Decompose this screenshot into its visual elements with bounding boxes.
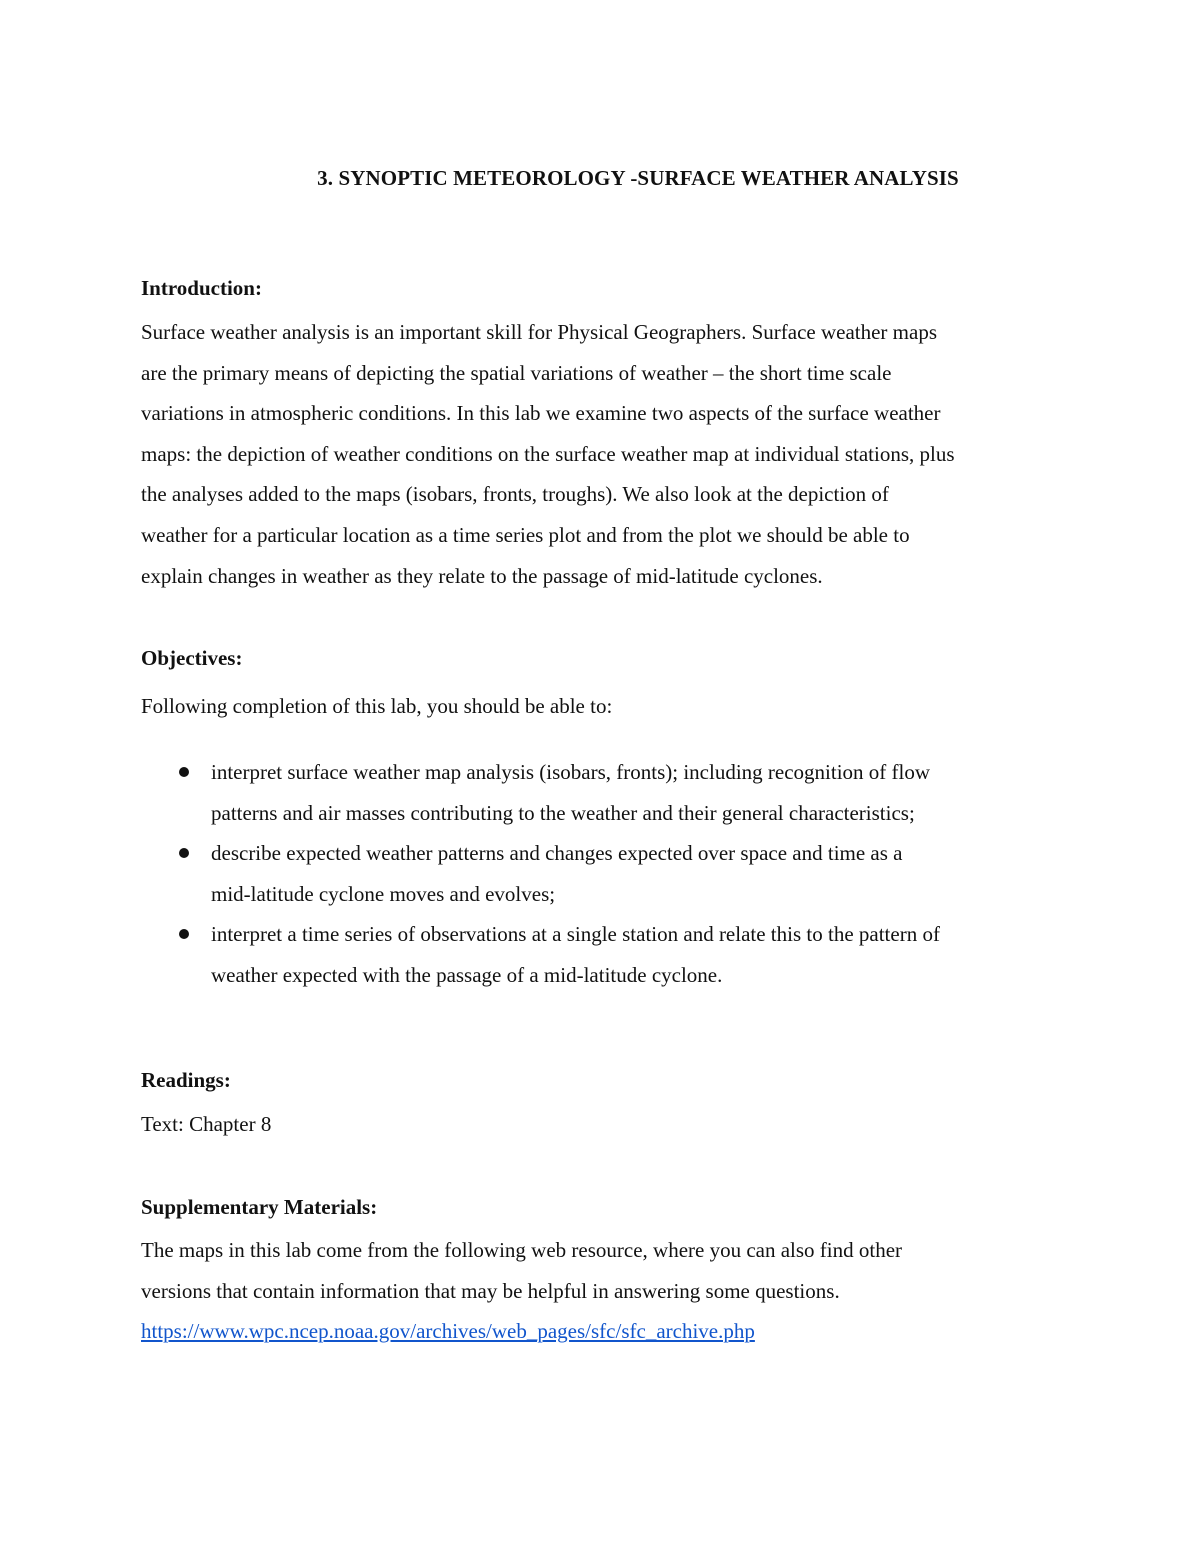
supplementary-paragraph [141,1230,1071,1311]
list-item-line: describe expected weather patterns and changes expected over space and time as a [211,841,903,866]
bullet-icon [179,929,189,939]
paragraph-line: the analyses added to the maps (isobars, fronts, troughs). We also look at the depiction of [141,482,889,507]
objectives-heading: Objectives: [141,646,243,670]
introduction-heading: Introduction: [141,276,262,300]
bullet-icon [179,848,189,858]
paragraph-line: The maps in this lab come from the following web resource, where you can also find other [141,1238,903,1262]
objectives-intro [141,686,1071,727]
list-item-line: weather expected with the passage of a mid-latitude cyclone. [211,962,723,987]
paragraph-line: Following completion of this lab, you should be able to: [141,694,613,718]
paragraph-line: are the primary means of depicting the spatial variations of weather – the short time scale [141,360,892,385]
paragraph-line: Text: Chapter 8 [141,1112,272,1136]
paragraph-line: explain changes in weather as they relate to the passage of mid-latitude cyclones. [141,563,823,588]
paragraph-line: versions that contain information that may be helpful in answering some questions. [141,1278,840,1303]
list-item-line: mid-latitude cyclone moves and evolves; [211,881,556,906]
list-item [141,833,1071,914]
document-title: 3. SYNOPTIC METEOROLOGY -SURFACE WEATHER ANALYSIS [317,166,959,190]
list-item-line: interpret surface weather map analysis (isobars, fronts); including recognition of flow [211,760,931,784]
paragraph-line: variations in atmospheric conditions. In this lab we examine two aspects of the surface weather [141,401,941,426]
supplementary-heading: Supplementary Materials: [141,1195,378,1219]
paragraph-line: Surface weather analysis is an important skill for Physical Geographers. Surface weather maps [141,320,937,344]
objectives-list [141,752,1071,996]
list-item [141,914,1071,995]
paragraph-line: maps: the depiction of weather conditions on the surface weather map at individual stations, plus [141,441,955,466]
bullet-icon [179,767,189,777]
list-item-line: interpret a time series of observations at a single station and relate this to the pattern of [211,922,940,947]
readings-heading: Readings: [141,1068,231,1092]
introduction-paragraph [141,312,1071,596]
list-item [141,752,1071,833]
archive-link[interactable]: https://www.wpc.ncep.noaa.gov/archives/web_pages/sfc/sfc_archive.php [141,1319,755,1343]
list-item-line: patterns and air masses contributing to the weather and their general characteristics; [211,800,915,825]
paragraph-line: weather for a particular location as a time series plot and from the plot we should be able to [141,522,910,547]
readings-text [141,1104,1071,1145]
